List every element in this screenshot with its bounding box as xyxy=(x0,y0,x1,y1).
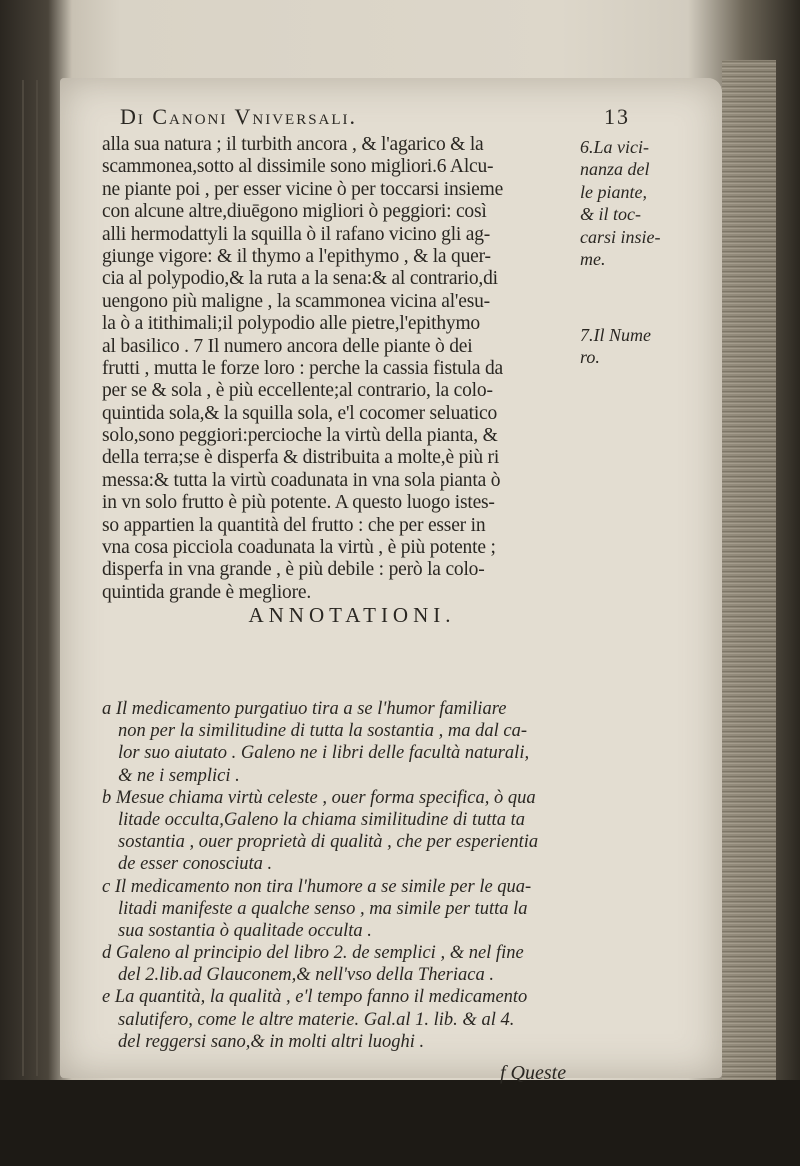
text-line: con alcune altre,diuēgono migliori ò peggiori: così xyxy=(102,201,487,223)
note-line: litadi manifeste a qualche senso , ma simile per tutta la xyxy=(118,898,528,919)
note-line: de esser conosciuta . xyxy=(118,854,273,875)
text-line: so appartien la quantità del frutto : che per esser in xyxy=(102,514,486,536)
running-header xyxy=(120,104,630,130)
note-line: e La quantità, la qualità , e'l tempo fanno il medicamento xyxy=(102,987,528,1008)
margin-note-7 xyxy=(580,324,651,369)
section-heading: ANNOTATIONI. xyxy=(248,603,456,628)
note-line: & ne i semplici . xyxy=(118,765,240,786)
text-line: vna cosa picciola coadunata la virtù , è più potente ; xyxy=(102,537,496,559)
note-line: del reggersi sano,& in molti altri luoghi . xyxy=(118,1031,425,1052)
text-line: ne piante poi , per esser vicine ò per toccarsi insieme xyxy=(102,178,504,200)
text-line: giunge vigore: & il thymo a l'epithymo , & la quer- xyxy=(102,245,491,267)
text-line: cia al polypodio,& la ruta a la sena:& al contrario,di xyxy=(102,268,498,290)
text-line: solo,sono peggiori:percioche la virtù della pianta, & xyxy=(102,425,498,447)
text-line: in vn solo frutto è più potente. A questo luogo istes- xyxy=(102,492,495,514)
note-line: b Mesue chiama virtù celeste , ouer forma specifica, ò qua xyxy=(102,787,536,808)
text-line: scammonea,sotto al dissimile sono migliori.6 Alcu- xyxy=(102,156,494,178)
margin-note-line: carsi insie- xyxy=(580,226,661,247)
annotations xyxy=(102,698,572,1053)
margin-note-line: me. xyxy=(580,248,606,269)
note-line: non per la similitudine di tutta la sostantia , ma dal ca- xyxy=(118,721,528,742)
text-line: uengono più maligne , la scammonea vicina al'esu- xyxy=(102,290,490,312)
text-line: quintida sola,& la squilla sola, e'l cocomer seluatico xyxy=(102,402,498,424)
margin-note-line: 7.Il Nume xyxy=(580,325,651,345)
margin-note-line: nanza del xyxy=(580,159,650,180)
main-text xyxy=(102,134,572,627)
margin-note-line: & il toc- xyxy=(580,204,641,225)
book-page xyxy=(60,78,722,1084)
note-line: litade occulta,Galeno la chiama similitudine di tutta ta xyxy=(118,809,525,830)
note-line: sua sostantia ò qualitade occulta . xyxy=(118,920,372,941)
text-line: alla sua natura ; il turbith ancora , & l'agarico & la xyxy=(102,134,484,155)
text-line: frutti , mutta le forze loro : perche la cassia fistula da xyxy=(102,357,503,379)
text-line: la ò a itithimali;il polypodio alle pietre,l'epithymo xyxy=(102,313,480,335)
note-line: salutifero, come le altre materie. Gal.al 1. lib. & al 4. xyxy=(118,1009,515,1030)
note-line: sostantia , ouer proprietà di qualità , che per esperientia xyxy=(118,832,539,853)
note-line: d Galeno al principio del libro 2. de semplici , & nel fine xyxy=(102,943,524,964)
text-line: per se & sola , è più eccellente;al contrario, la colo- xyxy=(102,380,493,402)
note-line: del 2.lib.ad Glauconem,& nell'vso della Theriaca . xyxy=(118,965,494,986)
catchword: f Queste xyxy=(500,1062,567,1084)
margin-note-6 xyxy=(580,136,720,270)
note-line: lor suo aiutato . Galeno ne i libri delle facultà naturali, xyxy=(118,743,530,764)
text-line: quintida grande è megliore. xyxy=(102,581,312,603)
note-line: a Il medicamento purgatiuo tira a se l'humor familiare xyxy=(102,699,507,719)
margin-note-line: 6.La vici- xyxy=(580,137,649,157)
text-line: disperfa in vna grande , è più debile : però la colo- xyxy=(102,559,485,581)
text-line: della terra;se è disperfa & distribuita a molte,è più ri xyxy=(102,447,500,469)
facing-page-edge xyxy=(36,80,38,1076)
text-line: al basilico . 7 Il numero ancora delle piante ò dei xyxy=(102,335,473,357)
text-line: messa:& tutta la virtù coadunata in vna sola pianta ò xyxy=(102,469,501,491)
running-title: Di Canoni Vniversali. xyxy=(120,104,358,129)
margin-note-line: ro. xyxy=(580,347,600,368)
bottom-shadow xyxy=(0,1080,800,1166)
facing-page-edge xyxy=(22,80,24,1076)
page-block-edge xyxy=(722,60,776,1090)
page-number: 13 xyxy=(604,104,630,129)
text-line: alli hermodattyli la squilla ò il rafano vicino gli ag- xyxy=(102,223,491,245)
margin-note-line: le piante, xyxy=(580,181,647,202)
note-line: c Il medicamento non tira l'humore a se simile per le qua- xyxy=(102,876,532,897)
